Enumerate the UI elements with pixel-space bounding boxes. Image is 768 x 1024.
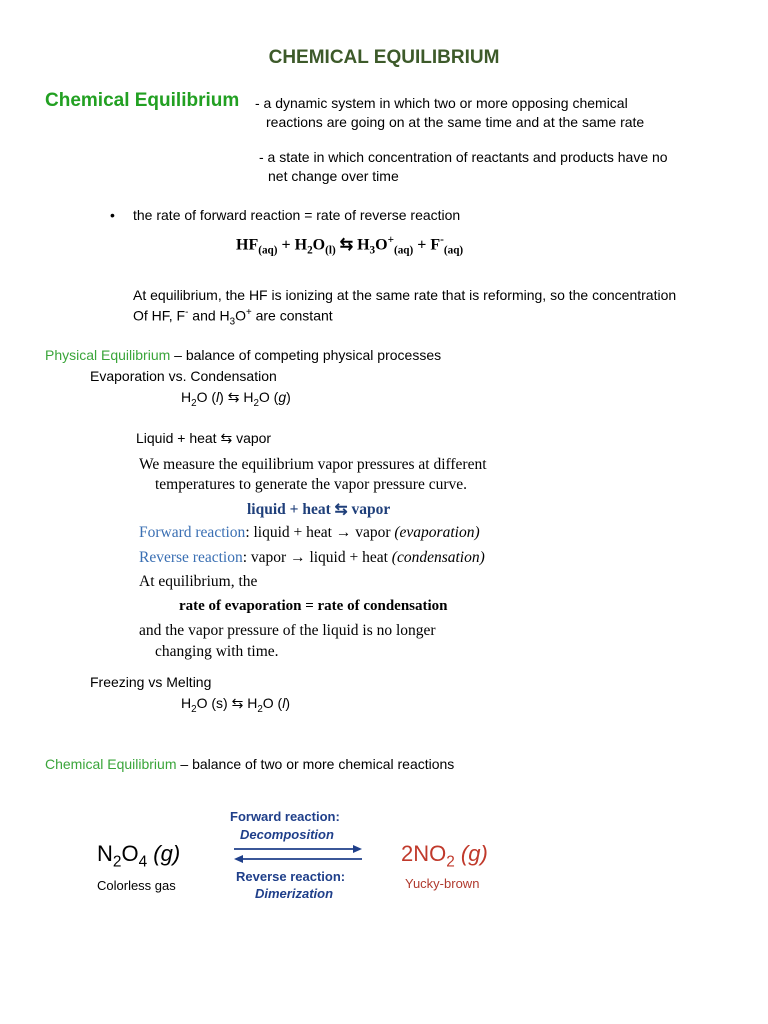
decomposition-label: Decomposition <box>240 827 334 842</box>
para-h3o-charge: + <box>245 307 252 318</box>
para-hf: Of HF, F <box>133 307 186 324</box>
page-title: CHEMICAL EQUILIBRIUM <box>268 47 500 68</box>
bullet-dot: • <box>110 207 115 223</box>
h2o-state: (l) <box>325 244 336 257</box>
f-charge: - <box>440 234 444 246</box>
forward-text: : liquid + heat → vapor <box>245 524 395 541</box>
water-freeze-equation: $H_2O$ (s) ⇆ $H_2O$ (l) <box>181 695 291 715</box>
vapor-forward <box>139 524 480 542</box>
physical-heading <box>45 347 441 363</box>
definition-term: Chemical Equilibrium <box>45 90 240 111</box>
vapor-line-8: and the vapor pressure of the liquid is no longer <box>139 622 436 639</box>
hf-formula: HF <box>236 236 259 254</box>
physical-desc: – balance of competing physical processes <box>170 347 442 363</box>
para-h3o-sub: 3 <box>229 316 236 328</box>
chemical-term: Chemical Equilibrium <box>45 756 177 772</box>
freezing-label: Freezing vs Melting <box>90 674 212 690</box>
hf-state: (aq) <box>258 244 278 257</box>
forward-paren: (evaporation) <box>394 524 480 541</box>
para-f-charge: - <box>185 307 189 318</box>
evaporation-label: Evaporation vs. Condensation <box>90 368 277 384</box>
paragraph-line-2 <box>133 307 333 327</box>
paragraph-line-1: At equilibrium, the HF is ionizing at the same rate that is reforming, so the concentration <box>133 287 677 303</box>
bullet-text: the rate of forward reaction = rate of reverse reaction <box>133 207 461 223</box>
h3o-sub: 3 <box>369 244 376 257</box>
n2o4-formula: $N_2O_4$ (g) <box>97 841 181 871</box>
no2-formula: $2NO_2$ (g) <box>401 841 488 871</box>
para-constant: are constant <box>251 307 333 324</box>
vapor-line-2: temperatures to generate the vapor pressure curve. <box>155 476 468 493</box>
definition-line-2: reactions are going on at the same time and at the same rate <box>266 114 645 130</box>
equilibrium-arrows-icon <box>232 843 364 865</box>
h2o-sub: 2 <box>307 244 313 257</box>
f-formula: F <box>430 236 441 254</box>
reverse-reaction-label: Reverse reaction: <box>236 869 346 884</box>
definition-line-1: - a dynamic system in which two or more opposing chemical <box>255 95 628 111</box>
vapor-line-3: liquid + heat ⇆ vapor <box>247 501 391 518</box>
para-o: O <box>235 307 246 324</box>
physical-term: Physical Equilibrium <box>45 347 171 363</box>
plus-sign-2: + <box>413 236 431 254</box>
water-evap-equation: $H_2O$ (l) ⇆ $H_2O$ (g) <box>181 389 291 409</box>
h2o-o: O <box>312 236 326 254</box>
vapor-reverse <box>139 549 485 567</box>
reverse-paren: (condensation) <box>391 549 485 566</box>
dimerization-label: Dimerization <box>255 886 334 901</box>
h3o-charge: + <box>387 234 394 246</box>
hf-equation <box>236 234 463 257</box>
definition-line-3: - a state in which concentration of reactants and products have no <box>259 149 668 165</box>
f-state: (aq) <box>443 244 464 257</box>
para-and-h: and H <box>188 307 230 324</box>
reverse-text: : vapor → liquid + heat <box>242 549 392 566</box>
vapor-line-9: changing with time. <box>155 643 279 660</box>
chemical-heading <box>45 756 454 772</box>
equilibrium-arrow-icon: ⇆ <box>335 236 358 254</box>
plus-sign: + <box>277 236 295 254</box>
yucky-brown-label: Yucky-brown <box>405 876 480 891</box>
liquid-heat-vapor: Liquid + heat ⇆ vapor <box>136 430 272 446</box>
colorless-label: Colorless gas <box>97 878 176 893</box>
vapor-line-1: We measure the equilibrium vapor pressures at different <box>139 456 487 473</box>
vapor-line-7: rate of evaporation = rate of condensation <box>179 598 448 614</box>
vapor-line-6: At equilibrium, the <box>139 573 258 590</box>
chemical-desc: – balance of two or more chemical reactions <box>176 756 455 772</box>
h3o-state: (aq) <box>393 244 414 257</box>
h2o-h: H <box>294 236 308 254</box>
h3o-h: H <box>357 236 370 254</box>
forward-label: Forward reaction <box>139 524 246 541</box>
h3o-o: O <box>375 236 388 254</box>
definition-line-4: net change over time <box>268 168 399 184</box>
reverse-label: Reverse reaction <box>139 549 243 566</box>
forward-reaction-label: Forward reaction: <box>230 809 340 824</box>
